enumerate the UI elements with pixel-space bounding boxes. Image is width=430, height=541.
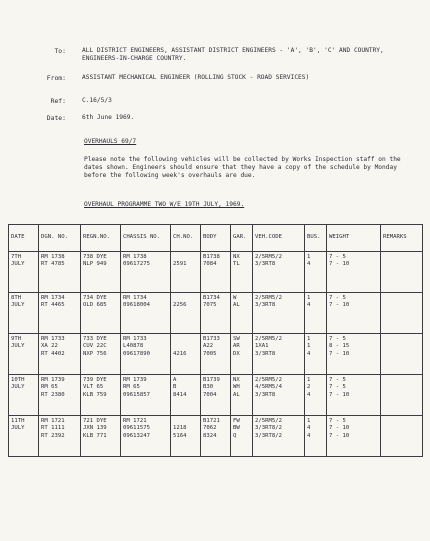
regn-no-cell: 738 DYE NLP 949 (81, 252, 121, 293)
col-header-gar: GAR. (231, 225, 253, 252)
date-label: Date: (46, 114, 66, 122)
regn-no-cell: 739 DYE VLT 65 KLB 759 (81, 375, 121, 416)
chassis-no-cell: RM 1739 RM 65 09615857 (121, 375, 171, 416)
col-header-ch-no: CH.NO. (171, 225, 201, 252)
veh-code-cell: 2/5RM5/2 3/3RT8 (253, 252, 305, 293)
table-row (9, 375, 423, 416)
col-header-bus: BUS. (305, 225, 327, 252)
ch-no-cell: 4216 (171, 334, 201, 375)
veh-code-cell: 2/5RM5/2 4/5RM5/4 3/3RT8 (253, 375, 305, 416)
gar-cell: NX WH AL (231, 375, 253, 416)
ch-no-cell: A B 8414 (171, 375, 201, 416)
date-cell: 9TH JULY (9, 334, 39, 375)
gar-cell: FW BW Q (231, 416, 253, 457)
weight-cell: 7 - 5 7 - 10 7 - 10 (327, 416, 381, 457)
bus-cell: 1 4 (305, 293, 327, 334)
remarks-cell (381, 375, 423, 416)
body-cell: B1734 7075 (201, 293, 231, 334)
dgn-no-cell: RM 1739 RM 65 RT 2380 (39, 375, 81, 416)
weight-cell: 7 - 5 7 - 10 (327, 293, 381, 334)
bus-cell: 1 1 4 (305, 334, 327, 375)
table-row (9, 416, 423, 457)
chassis-no-cell: RM 1738 09617275 (121, 252, 171, 293)
col-header-chassis-no: CHASSIS NO. (121, 225, 171, 252)
ref-value: C.16/5/3 (82, 97, 112, 104)
table-row (9, 334, 423, 375)
date-cell: 7TH JULY (9, 252, 39, 293)
col-header-remarks: REMARKS (381, 225, 423, 252)
weight-cell: 7 - 5 8 - 15 7 - 10 (327, 334, 381, 375)
body-cell: B1738 7084 (201, 252, 231, 293)
regn-no-cell: 733 DYE CUV 22C NXP 756 (81, 334, 121, 375)
ch-no-cell: 2256 (171, 293, 201, 334)
ref-label: Ref: (50, 97, 66, 105)
date-value: 6th June 1969. (82, 114, 135, 121)
col-header-body: BODY (201, 225, 231, 252)
to-label: To: (54, 47, 66, 55)
remarks-cell (381, 416, 423, 457)
date-cell: 11TH JULY (9, 416, 39, 457)
col-header-veh-code: VEH.CODE (253, 225, 305, 252)
table-row (9, 252, 423, 293)
remarks-cell (381, 334, 423, 375)
table-header-row (9, 225, 423, 252)
overhauls-heading: OVERHAULS 69/7 (84, 138, 137, 145)
col-header-regn-no: REGN.NO. (81, 225, 121, 252)
body-cell: B1739 B30 7004 (201, 375, 231, 416)
dgn-no-cell: RM 1734 RT 4465 (39, 293, 81, 334)
chassis-no-cell: RM 1733 L40878 09617890 (121, 334, 171, 375)
table-row (9, 293, 423, 334)
remarks-cell (381, 252, 423, 293)
regn-no-cell: 721 DYE JXN 139 KLB 771 (81, 416, 121, 457)
gar-cell: SW AR DX (231, 334, 253, 375)
instructions-paragraph: Please note the following vehicles will be collected by Works Inspection staff on the dates shown. Engineers should ensure that they have a copy of the schedule by Monday before the following week's overhauls are due. (84, 156, 401, 179)
bus-cell: 1 4 (305, 252, 327, 293)
bus-cell: 1 2 4 (305, 375, 327, 416)
col-header-dgn-no: DGN. NO. (39, 225, 81, 252)
body-cell: B1721 7062 8324 (201, 416, 231, 457)
veh-code-cell: 2/5RM5/2 3/3RT8 (253, 293, 305, 334)
col-header-weight: WEIGHT (327, 225, 381, 252)
ch-no-cell: 2591 (171, 252, 201, 293)
to-value: ALL DISTRICT ENGINEERS, ASSISTANT DISTRICT ENGINEERS - 'A', 'B', 'C' AND COUNTRY, ENGINEERS-IN-CHARGE COUNTRY. (82, 47, 388, 62)
veh-code-cell: 2/5RM5/2 1XA1 3/3RT8 (253, 334, 305, 375)
bus-cell: 1 4 4 (305, 416, 327, 457)
programme-heading: OVERHAUL PROGRAMME TWO W/E 19TH JULY, 1969. (84, 201, 245, 208)
weight-cell: 7 - 5 7 - 10 (327, 252, 381, 293)
body-cell: B1733 A22 7005 (201, 334, 231, 375)
remarks-cell (381, 293, 423, 334)
gar-cell: NX TL (231, 252, 253, 293)
col-header-date: DATE (9, 225, 39, 252)
gar-cell: W AL (231, 293, 253, 334)
veh-code-cell: 2/5RM5/2 3/3RT8/2 3/3RT8/2 (253, 416, 305, 457)
from-value: ASSISTANT MECHANICAL ENGINEER (ROLLING STOCK - ROAD SERVICES) (82, 74, 310, 81)
dgn-no-cell: RM 1738 RT 4785 (39, 252, 81, 293)
chassis-no-cell: RM 1721 09611575 09613247 (121, 416, 171, 457)
dgn-no-cell: RM 1721 RT 1111 RT 2392 (39, 416, 81, 457)
date-cell: 10TH JULY (9, 375, 39, 416)
regn-no-cell: 734 DYE OLD 685 (81, 293, 121, 334)
chassis-no-cell: RM 1734 09618004 (121, 293, 171, 334)
overhaul-schedule-table (8, 224, 423, 457)
from-label: From: (46, 74, 66, 82)
ch-no-cell: 1218 5164 (171, 416, 201, 457)
date-cell: 8TH JULY (9, 293, 39, 334)
weight-cell: 7 - 5 7 - 5 7 - 10 (327, 375, 381, 416)
dgn-no-cell: RM 1733 XA 22 RT 4402 (39, 334, 81, 375)
